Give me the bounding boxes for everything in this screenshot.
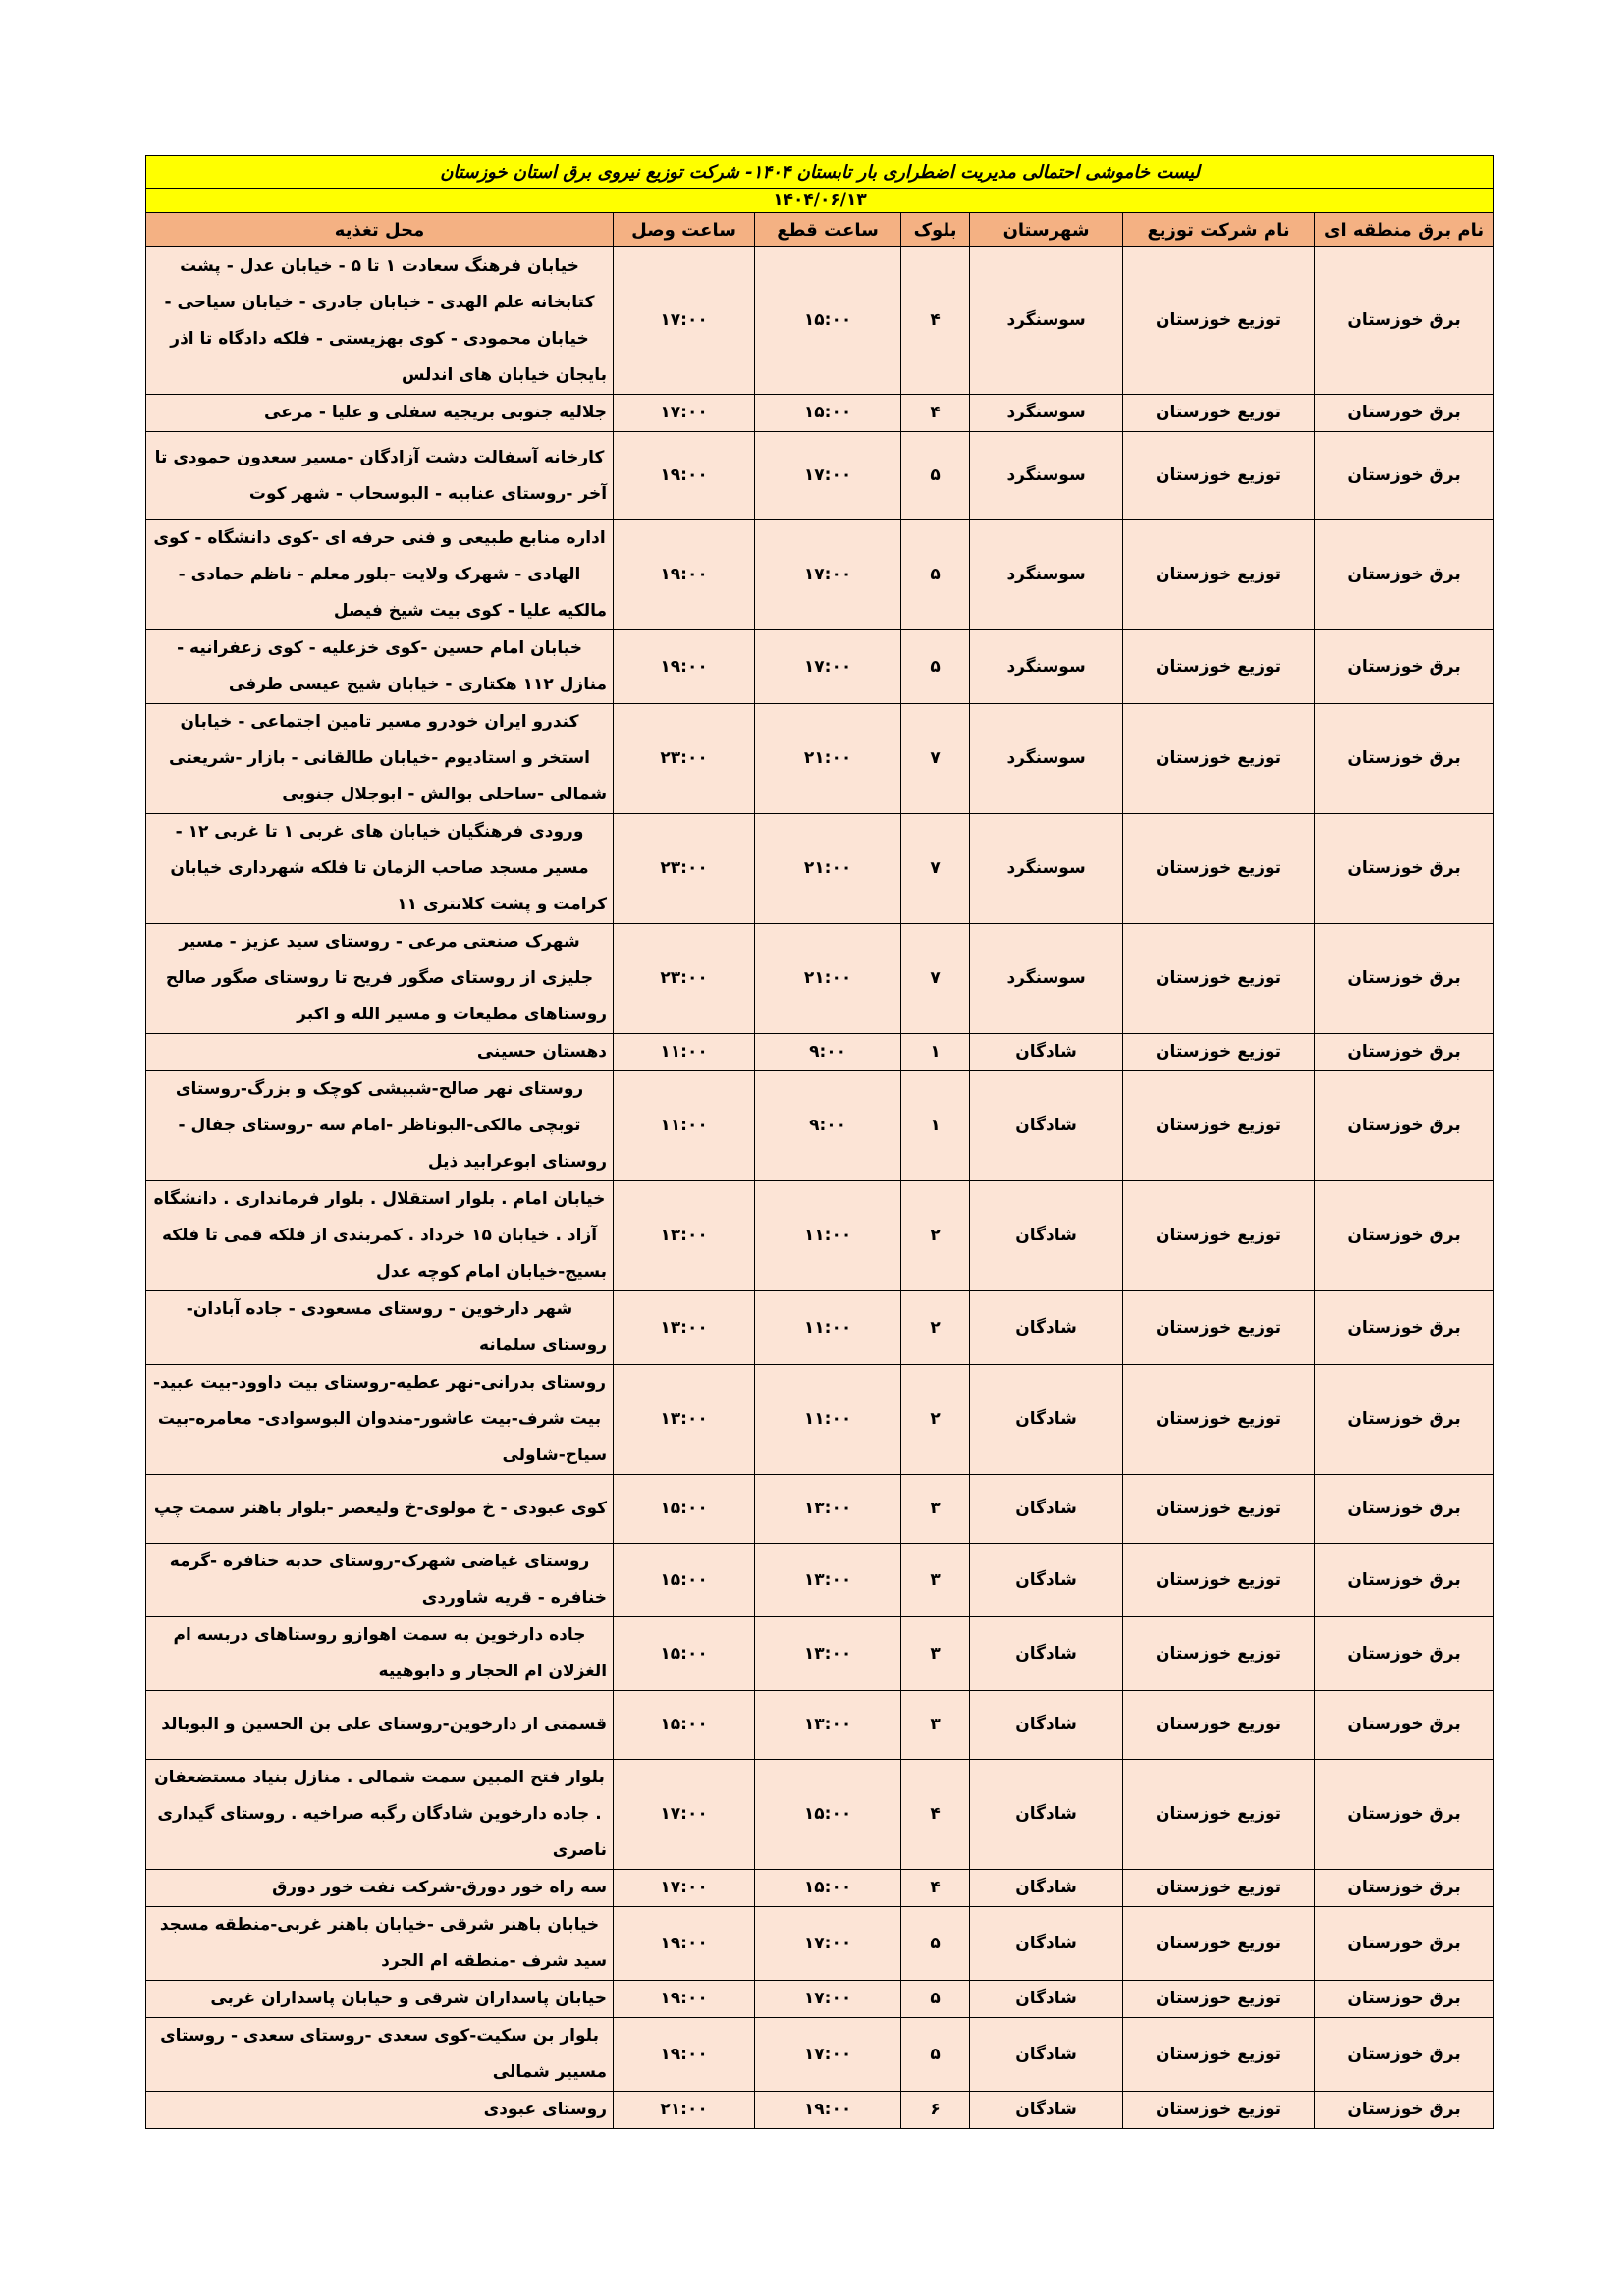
header-location: محل تغذیه	[146, 213, 614, 247]
cell-block: ۱	[901, 1071, 970, 1181]
table-row	[146, 2092, 1494, 2129]
cell-region: برق خوزستان	[1315, 1291, 1494, 1365]
cell-off-time: ۲۱:۰۰	[755, 924, 901, 1034]
cell-city: سوسنگرد	[970, 924, 1123, 1034]
cell-city: شادگان	[970, 1291, 1123, 1365]
cell-company: توزیع خوزستان	[1123, 704, 1315, 814]
cell-region: برق خوزستان	[1315, 395, 1494, 432]
header-on-time: ساعت وصل	[614, 213, 755, 247]
cell-region: برق خوزستان	[1315, 1617, 1494, 1691]
cell-on-time: ۱۹:۰۰	[614, 520, 755, 630]
cell-block: ۳	[901, 1475, 970, 1544]
cell-city: سوسنگرد	[970, 395, 1123, 432]
table-row	[146, 1071, 1494, 1181]
cell-location: روستای بدرانی-نهر عطیه-روستای بیت داوود-بیت عبید-بیت شرف-بیت عاشور-مندوان البوسوادی- معامره-بیت سیاح-شاولی	[146, 1365, 614, 1475]
table-row	[146, 1617, 1494, 1691]
cell-off-time: ۲۱:۰۰	[755, 814, 901, 924]
cell-city: سوسنگرد	[970, 630, 1123, 704]
table-row	[146, 432, 1494, 520]
table-row	[146, 1181, 1494, 1291]
cell-region: برق خوزستان	[1315, 1544, 1494, 1617]
cell-location: کوی عبودی - خ مولوی-خ ولیعصر -بلوار باهنر سمت چپ	[146, 1475, 614, 1544]
cell-on-time: ۱۷:۰۰	[614, 247, 755, 395]
cell-city: شادگان	[970, 1544, 1123, 1617]
table-row	[146, 630, 1494, 704]
table-row	[146, 704, 1494, 814]
cell-city: سوسنگرد	[970, 520, 1123, 630]
cell-off-time: ۱۳:۰۰	[755, 1475, 901, 1544]
cell-city: شادگان	[970, 2018, 1123, 2092]
cell-on-time: ۱۵:۰۰	[614, 1544, 755, 1617]
table-body	[146, 247, 1494, 2129]
cell-on-time: ۱۹:۰۰	[614, 1907, 755, 1981]
cell-off-time: ۹:۰۰	[755, 1071, 901, 1181]
cell-company: توزیع خوزستان	[1123, 247, 1315, 395]
cell-on-time: ۲۳:۰۰	[614, 924, 755, 1034]
cell-on-time: ۱۵:۰۰	[614, 1691, 755, 1760]
cell-region: برق خوزستان	[1315, 247, 1494, 395]
cell-block: ۴	[901, 1760, 970, 1870]
cell-block: ۵	[901, 2018, 970, 2092]
cell-on-time: ۱۹:۰۰	[614, 630, 755, 704]
outage-schedule-table	[145, 155, 1494, 2129]
cell-block: ۶	[901, 2092, 970, 2129]
cell-region: برق خوزستان	[1315, 2092, 1494, 2129]
cell-off-time: ۱۷:۰۰	[755, 2018, 901, 2092]
cell-block: ۵	[901, 432, 970, 520]
cell-block: ۵	[901, 1907, 970, 1981]
header-block: بلوک	[901, 213, 970, 247]
table-row	[146, 520, 1494, 630]
cell-location: قسمتی از دارخوین-روستای علی بن الحسین و البوبالد	[146, 1691, 614, 1760]
cell-city: شادگان	[970, 1034, 1123, 1071]
cell-block: ۳	[901, 1617, 970, 1691]
cell-city: شادگان	[970, 1981, 1123, 2018]
cell-block: ۵	[901, 520, 970, 630]
cell-block: ۲	[901, 1365, 970, 1475]
table-row	[146, 1475, 1494, 1544]
cell-off-time: ۱۵:۰۰	[755, 1760, 901, 1870]
cell-off-time: ۱۳:۰۰	[755, 1544, 901, 1617]
date-row	[146, 189, 1494, 213]
cell-off-time: ۱۱:۰۰	[755, 1181, 901, 1291]
cell-region: برق خوزستان	[1315, 1907, 1494, 1981]
cell-city: شادگان	[970, 1870, 1123, 1907]
cell-on-time: ۱۹:۰۰	[614, 1981, 755, 2018]
table-row	[146, 1870, 1494, 1907]
cell-city: سوسنگرد	[970, 814, 1123, 924]
cell-off-time: ۱۷:۰۰	[755, 432, 901, 520]
cell-region: برق خوزستان	[1315, 1181, 1494, 1291]
document-date: ۱۴۰۴/۰۶/۱۳	[146, 189, 1494, 213]
cell-location: خیابان فرهنگ سعادت ۱ تا ۵ - خیابان عدل - پشت کتابخانه علم الهدی - خیابان جادری - خیابان سیاحی - خیابان محمودی - کوی بهزیستی - فلکه دادگاه تا اذر بایجان خیابان های اندلس	[146, 247, 614, 395]
header-off-time: ساعت قطع	[755, 213, 901, 247]
cell-location: بلوار فتح المبین سمت شمالی . منازل بنیاد مستضعفان . جاده دارخوین شادگان رگبه صراخیه . روستای گیداری ناصری	[146, 1760, 614, 1870]
cell-city: شادگان	[970, 1071, 1123, 1181]
cell-company: توزیع خوزستان	[1123, 1617, 1315, 1691]
cell-company: توزیع خوزستان	[1123, 1870, 1315, 1907]
cell-location: جلالیه جنوبی بریجیه سفلی و علیا - مرعی	[146, 395, 614, 432]
cell-location: شهر دارخوین - روستای مسعودی - جاده آبادان- روستای سلمانه	[146, 1291, 614, 1365]
table-row	[146, 395, 1494, 432]
cell-company: توزیع خوزستان	[1123, 1034, 1315, 1071]
cell-company: توزیع خوزستان	[1123, 1544, 1315, 1617]
cell-region: برق خوزستان	[1315, 1475, 1494, 1544]
table-row	[146, 1034, 1494, 1071]
cell-on-time: ۱۷:۰۰	[614, 1870, 755, 1907]
table-row	[146, 1760, 1494, 1870]
cell-region: برق خوزستان	[1315, 432, 1494, 520]
cell-block: ۲	[901, 1291, 970, 1365]
cell-off-time: ۱۳:۰۰	[755, 1617, 901, 1691]
cell-off-time: ۱۳:۰۰	[755, 1691, 901, 1760]
cell-location: دهستان حسینی	[146, 1034, 614, 1071]
cell-off-time: ۱۹:۰۰	[755, 2092, 901, 2129]
cell-region: برق خوزستان	[1315, 1071, 1494, 1181]
cell-location: روستای عبودی	[146, 2092, 614, 2129]
cell-location: شهرک صنعتی مرعی - روستای سید عزیز - مسیر جلیزی از روستای صگور فریح تا روستای صگور صالح روستاهای مطیعات و مسیر الله و اکبر	[146, 924, 614, 1034]
cell-on-time: ۱۹:۰۰	[614, 2018, 755, 2092]
cell-on-time: ۱۳:۰۰	[614, 1291, 755, 1365]
cell-company: توزیع خوزستان	[1123, 814, 1315, 924]
cell-region: برق خوزستان	[1315, 1691, 1494, 1760]
cell-company: توزیع خوزستان	[1123, 1907, 1315, 1981]
cell-location: جاده دارخوین به سمت اهوازو روستاهای دربسه ام الغزلان ام الحجار و دابوهییه	[146, 1617, 614, 1691]
cell-region: برق خوزستان	[1315, 814, 1494, 924]
cell-company: توزیع خوزستان	[1123, 1981, 1315, 2018]
cell-on-time: ۱۵:۰۰	[614, 1475, 755, 1544]
cell-city: شادگان	[970, 2092, 1123, 2129]
cell-city: شادگان	[970, 1907, 1123, 1981]
cell-on-time: ۲۱:۰۰	[614, 2092, 755, 2129]
cell-company: توزیع خوزستان	[1123, 1760, 1315, 1870]
cell-off-time: ۱۵:۰۰	[755, 395, 901, 432]
cell-off-time: ۱۷:۰۰	[755, 520, 901, 630]
table-row	[146, 924, 1494, 1034]
cell-block: ۷	[901, 924, 970, 1034]
header-row	[146, 213, 1494, 247]
table-row	[146, 1544, 1494, 1617]
cell-company: توزیع خوزستان	[1123, 1365, 1315, 1475]
cell-city: شادگان	[970, 1760, 1123, 1870]
cell-block: ۳	[901, 1544, 970, 1617]
cell-on-time: ۱۹:۰۰	[614, 432, 755, 520]
cell-location: ورودی فرهنگیان خیابان های غربی ۱ تا غربی ۱۲ - مسیر مسجد صاحب الزمان تا فلکه شهرداری خیابان کرامت و پشت کلانتری ۱۱	[146, 814, 614, 924]
cell-location: خیابان پاسداران شرقی و خیابان پاسداران غربی	[146, 1981, 614, 2018]
cell-location: روستای غیاضی شهرک-روستای حدبه خنافره -گرمه خنافره - قریه شاوردی	[146, 1544, 614, 1617]
cell-off-time: ۱۱:۰۰	[755, 1365, 901, 1475]
cell-company: توزیع خوزستان	[1123, 432, 1315, 520]
cell-region: برق خوزستان	[1315, 1981, 1494, 2018]
cell-city: شادگان	[970, 1365, 1123, 1475]
table-row	[146, 814, 1494, 924]
cell-block: ۴	[901, 247, 970, 395]
cell-location: خیابان امام حسین -کوی خزعلیه - کوی زعفرانیه - منازل ۱۱۲ هکتاری - خیابان شیخ عیسی طرفی	[146, 630, 614, 704]
cell-on-time: ۲۳:۰۰	[614, 704, 755, 814]
table-row	[146, 1365, 1494, 1475]
cell-block: ۲	[901, 1181, 970, 1291]
cell-company: توزیع خوزستان	[1123, 1181, 1315, 1291]
cell-on-time: ۱۱:۰۰	[614, 1034, 755, 1071]
title-row	[146, 156, 1494, 189]
cell-location: کندرو ایران خودرو مسیر تامین اجتماعی - خیابان استخر و استادیوم -خیابان طالقانی - بازار -شریعتی شمالی -ساحلی بوالش - ابوجلال جنوبی	[146, 704, 614, 814]
cell-company: توزیع خوزستان	[1123, 1291, 1315, 1365]
cell-on-time: ۱۳:۰۰	[614, 1365, 755, 1475]
cell-city: شادگان	[970, 1617, 1123, 1691]
cell-region: برق خوزستان	[1315, 630, 1494, 704]
cell-off-time: ۱۷:۰۰	[755, 1907, 901, 1981]
cell-on-time: ۱۳:۰۰	[614, 1181, 755, 1291]
cell-off-time: ۱۱:۰۰	[755, 1291, 901, 1365]
cell-city: سوسنگرد	[970, 432, 1123, 520]
table-row	[146, 1981, 1494, 2018]
cell-region: برق خوزستان	[1315, 1034, 1494, 1071]
cell-region: برق خوزستان	[1315, 520, 1494, 630]
cell-company: توزیع خوزستان	[1123, 1475, 1315, 1544]
cell-city: سوسنگرد	[970, 247, 1123, 395]
table-row	[146, 1691, 1494, 1760]
cell-location: اداره منابع طبیعی و فنی حرفه ای -کوی دانشگاه - کوی الهادی - شهرک ولایت -بلور معلم - ناظم حمادی - مالکیه علیا - کوی بیت شیخ فیصل	[146, 520, 614, 630]
cell-region: برق خوزستان	[1315, 2018, 1494, 2092]
cell-off-time: ۱۵:۰۰	[755, 247, 901, 395]
cell-on-time: ۱۷:۰۰	[614, 1760, 755, 1870]
cell-city: شادگان	[970, 1691, 1123, 1760]
cell-region: برق خوزستان	[1315, 704, 1494, 814]
cell-location: خیابان باهنر شرقی -خیابان باهنر غربی-منطقه مسجد سید شرف -منطقه ام الجرد	[146, 1907, 614, 1981]
cell-block: ۳	[901, 1691, 970, 1760]
cell-location: کارخانه آسفالت دشت آزادگان -مسیر سعدون حمودی تا آخر -روستای عنابیه - البوسحاب - شهر کوت	[146, 432, 614, 520]
cell-city: سوسنگرد	[970, 704, 1123, 814]
header-company: نام شرکت توزیع	[1123, 213, 1315, 247]
cell-on-time: ۱۵:۰۰	[614, 1617, 755, 1691]
cell-city: شادگان	[970, 1475, 1123, 1544]
cell-region: برق خوزستان	[1315, 924, 1494, 1034]
cell-block: ۵	[901, 1981, 970, 2018]
cell-off-time: ۲۱:۰۰	[755, 704, 901, 814]
header-region: نام برق منطقه ای	[1315, 213, 1494, 247]
cell-company: توزیع خوزستان	[1123, 395, 1315, 432]
cell-region: برق خوزستان	[1315, 1365, 1494, 1475]
header-city: شهرستان	[970, 213, 1123, 247]
cell-company: توزیع خوزستان	[1123, 1071, 1315, 1181]
table-row	[146, 1907, 1494, 1981]
cell-block: ۷	[901, 814, 970, 924]
document-title: لیست خاموشی احتمالی مدیریت اضطراری بار تابستان ۱۴۰۴- شرکت توزیع نیروی برق استان خوزستان	[146, 156, 1494, 189]
cell-location: خیابان امام . بلوار استقلال . بلوار فرمانداری . دانشگاه آزاد . خیابان ۱۵ خرداد . کمربندی از فلکه قمی تا فلکه بسیج-خیابان امام کوچه عدل	[146, 1181, 614, 1291]
cell-region: برق خوزستان	[1315, 1870, 1494, 1907]
cell-location: سه راه خور دورق-شرکت نفت خور دورق	[146, 1870, 614, 1907]
cell-company: توزیع خوزستان	[1123, 2092, 1315, 2129]
table-row	[146, 1291, 1494, 1365]
cell-on-time: ۱۷:۰۰	[614, 395, 755, 432]
cell-company: توزیع خوزستان	[1123, 924, 1315, 1034]
cell-location: بلوار بن سکیت-کوی سعدی -روستای سعدی - روستای مسییر شمالی	[146, 2018, 614, 2092]
cell-block: ۴	[901, 1870, 970, 1907]
cell-on-time: ۲۳:۰۰	[614, 814, 755, 924]
cell-on-time: ۱۱:۰۰	[614, 1071, 755, 1181]
cell-block: ۵	[901, 630, 970, 704]
cell-company: توزیع خوزستان	[1123, 630, 1315, 704]
cell-company: توزیع خوزستان	[1123, 520, 1315, 630]
cell-off-time: ۹:۰۰	[755, 1034, 901, 1071]
cell-off-time: ۱۵:۰۰	[755, 1870, 901, 1907]
cell-location: روستای نهر صالح-شبیشی کوچک و بزرگ-روستای توبچی مالکی-البوناظر -امام سه -روستای جفال - روستای ابوعرابید ذیل	[146, 1071, 614, 1181]
cell-off-time: ۱۷:۰۰	[755, 630, 901, 704]
cell-block: ۷	[901, 704, 970, 814]
cell-company: توزیع خوزستان	[1123, 2018, 1315, 2092]
cell-region: برق خوزستان	[1315, 1760, 1494, 1870]
cell-company: توزیع خوزستان	[1123, 1691, 1315, 1760]
cell-city: شادگان	[970, 1181, 1123, 1291]
table-row	[146, 247, 1494, 395]
cell-off-time: ۱۷:۰۰	[755, 1981, 901, 2018]
cell-block: ۴	[901, 395, 970, 432]
table-row	[146, 2018, 1494, 2092]
cell-block: ۱	[901, 1034, 970, 1071]
